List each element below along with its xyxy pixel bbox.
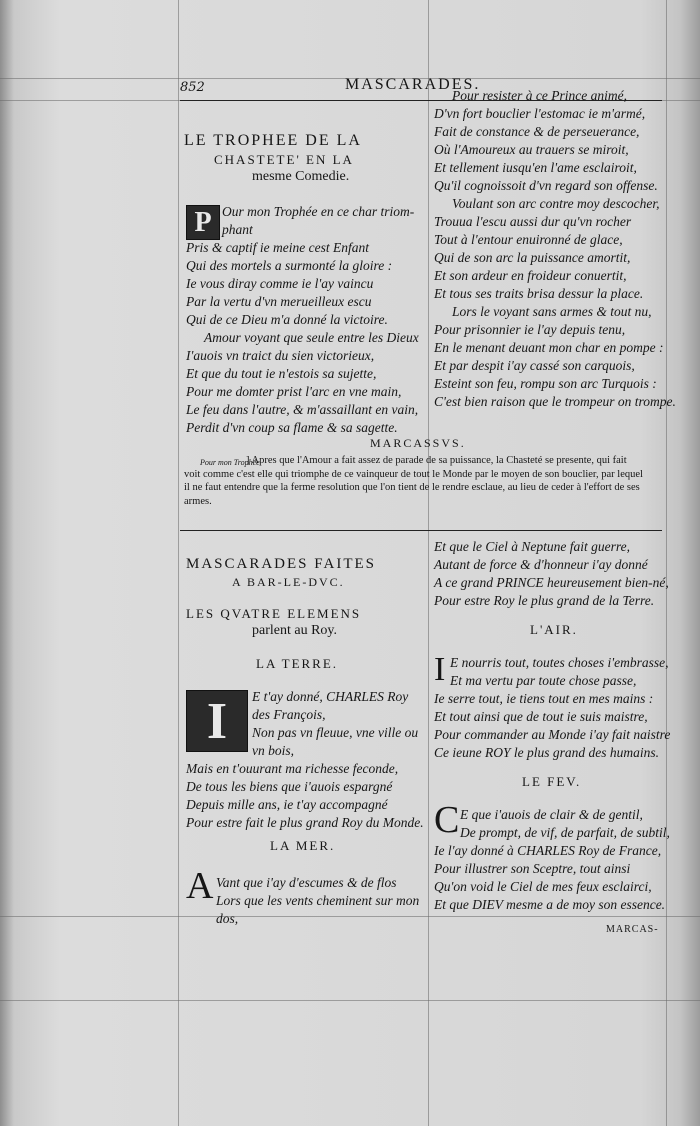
verse-line: Lors le voyant sans armes & tout nu,: [452, 304, 652, 319]
verse-line: E nourris tout, toutes choses i'embrasse,: [450, 655, 669, 670]
verse-line: Perdit d'vn coup sa flame & sa sagette.: [186, 420, 398, 435]
drop-cap-letter: P: [186, 205, 220, 240]
verse-line: Non pas vn fleuue, vne ville ou: [252, 725, 419, 740]
verse-line: I'auois vn traict du sien victorieux,: [186, 348, 375, 363]
verse-line: Ie serre tout, ie tiens tout en mes mains :: [434, 691, 654, 706]
verse-line: E t'ay donné, CHARLES Roy: [252, 689, 409, 704]
trophee-title-line1: LE TROPHEE DE LA: [184, 132, 362, 149]
verse-line: Pour estre fait le plus grand Roy du Monde.: [186, 815, 424, 830]
verse-line: Ie l'ay donné à CHARLES Roy de France,: [434, 843, 662, 858]
verse-line: Où l'Amoureux au trauers se miroit,: [434, 142, 629, 157]
verse-line: phant: [222, 222, 253, 237]
trophee-right-column: [434, 87, 676, 411]
trophee-title-line2: CHASTETE' EN LA: [214, 152, 354, 167]
verse-line: Pour me domter prist l'arc en vne main,: [186, 384, 402, 399]
verse-line: Pour resister à ce Prince animé,: [452, 88, 627, 103]
running-title: MASCARADES.: [345, 76, 481, 93]
verse-line: dos,: [216, 911, 239, 926]
verse-line: Et tellement iusqu'en l'ame esclairoit,: [434, 160, 637, 175]
verse-line: De tous les biens que i'auois espargné: [186, 779, 393, 794]
mascarades-title-line2: A BAR-LE-DVC.: [232, 575, 345, 589]
verse-line: Trouua l'escu aussi dur qu'vn rocher: [434, 214, 632, 229]
commentary-line: il ne faut entendre que la ferme resolution que l'on tient de le rendre esclaue, au lieu de ceder à l'effort de ses: [184, 482, 640, 493]
trophee-left-column: [186, 203, 419, 437]
verse-line: A ce grand PRINCE heureusement bien-né,: [434, 575, 669, 590]
verse-line: Vant que i'ay d'escumes & de flos: [216, 875, 397, 890]
verse-line: Qui de son arc la puissance amortit,: [434, 250, 631, 265]
verse-line: Par la vertu d'vn merueilleux escu: [186, 294, 372, 309]
verse-line: Esteint son feu, rompu son arc Turquois :: [434, 376, 657, 391]
verse-line: Autant de force & d'honneur i'ay donné: [434, 557, 648, 572]
drop-cap-letter: A: [186, 865, 214, 907]
catchword: MARCAS-: [606, 924, 659, 935]
verse-line: Voulant son arc contre moy descocher,: [452, 196, 660, 211]
verse-line: des François,: [252, 707, 326, 722]
commentary-line: ] Apres que l'Amour a fait assez de parade de sa puissance, la Chasteté se presente, qui fait: [246, 455, 627, 466]
verse-line: Pour prisonnier ie l'ay depuis tenu,: [434, 322, 626, 337]
verse-line: Depuis mille ans, ie t'ay accompagné: [186, 797, 388, 812]
verse-line: Qui de ce Dieu m'a donné la victoire.: [186, 312, 388, 327]
verse-line: E que i'auois de clair & de gentil,: [460, 807, 643, 822]
verse-line: De prompt, de vif, de parfait, de subtil,: [460, 825, 670, 840]
verse-line: Ie vous diray comme ie l'ay vaincu: [186, 276, 374, 291]
ruling-line: [0, 1000, 700, 1001]
verse-line: Our mon Trophée en ce char triom-: [222, 204, 415, 219]
verse-line: Et que DIEV mesme a de moy son essence.: [434, 897, 666, 912]
verse-line: Et ma vertu par toute chose passe,: [450, 673, 637, 688]
mascarades-subtitle-line1: LES QVATRE ELEMENS: [186, 606, 362, 621]
section-rule: [180, 530, 662, 531]
verse-line: Et que le Ciel à Neptune fait guerre,: [434, 539, 630, 554]
verse-line: Pour illustrer son Sceptre, tout ainsi: [434, 861, 631, 876]
verse-line: Et que du tout ie n'estois sa sujette,: [186, 366, 377, 381]
mascarades-title-line1: MASCARADES FAITES: [186, 556, 376, 572]
verse-line: Qu'on void le Ciel de mes feux esclairci,: [434, 879, 652, 894]
verse-line: Pour commander au Monde i'ay fait naistre: [434, 727, 671, 742]
drop-cap-letter: I: [434, 651, 446, 688]
mer-poem: [186, 874, 419, 928]
feu-heading: LE FEV.: [522, 774, 582, 789]
verse-line: Tout à l'entour enuironné de glace,: [434, 232, 623, 247]
verse-line: Ce ieune ROY le plus grand des humains.: [434, 745, 659, 760]
verse-line: Lors que les vents cheminent sur mon: [216, 893, 420, 908]
verse-line: Pris & captif ie meine cest Enfant: [186, 240, 369, 255]
verse-line: Le feu dans l'autre, & m'assaillant en vain,: [186, 402, 419, 417]
terre-heading: LA TERRE.: [256, 656, 339, 671]
commentary-lemma: Pour mon Trophée: [200, 458, 260, 467]
verse-line: Qu'il cognoissoit d'vn regard son offense.: [434, 178, 658, 193]
verse-line: Et par despit i'ay cassé son carquois,: [434, 358, 635, 373]
ruling-line: [428, 0, 429, 1126]
page-number: 852: [180, 80, 205, 95]
trophee-title-line3: mesme Comedie.: [252, 169, 350, 184]
commentary-author: MARCASSVS.: [370, 436, 466, 450]
verse-line: D'vn fort bouclier l'estomac ie m'armé,: [434, 106, 646, 121]
verse-line: Et tout ainsi que de tout ie suis maistre,: [434, 709, 648, 724]
mer-heading: LA MER.: [270, 838, 336, 853]
commentary-line: armes.: [184, 495, 212, 507]
mer-continuation: [434, 538, 669, 610]
verse-line: En le menant deuant mon char en pompe :: [434, 340, 664, 355]
commentary-text: [184, 454, 643, 508]
verse-line: Mais en t'ouurant ma richesse feconde,: [186, 761, 399, 776]
air-heading: L'AIR.: [530, 622, 578, 637]
verse-line: Amour voyant que seule entre les Dieux: [204, 330, 419, 345]
commentary-line: voit comme c'est elle qui triomphe de ce vainqueur de tout le Monde par le moyen de son bouclier, par lequel: [184, 468, 643, 480]
verse-line: vn bois,: [252, 743, 294, 758]
terre-poem: [186, 688, 424, 832]
verse-line: C'est bien raison que le trompeur on trompe.: [434, 394, 676, 409]
drop-cap-letter: I: [186, 690, 248, 752]
ruling-line: [178, 0, 179, 1126]
drop-cap-letter: C: [434, 799, 460, 841]
feu-poem: [434, 806, 670, 914]
verse-line: Et son ardeur en froideur conuertit,: [434, 268, 627, 283]
verse-line: Fait de constance & de perseuerance,: [434, 124, 640, 139]
mascarades-subtitle-line2: parlent au Roy.: [252, 623, 338, 638]
air-poem: [434, 651, 671, 762]
verse-line: Pour estre Roy le plus grand de la Terre.: [434, 593, 655, 608]
verse-line: Qui des mortels a surmonté la gloire :: [186, 258, 393, 273]
verse-line: Et tous ses traits brisa dessur la place.: [434, 286, 644, 301]
